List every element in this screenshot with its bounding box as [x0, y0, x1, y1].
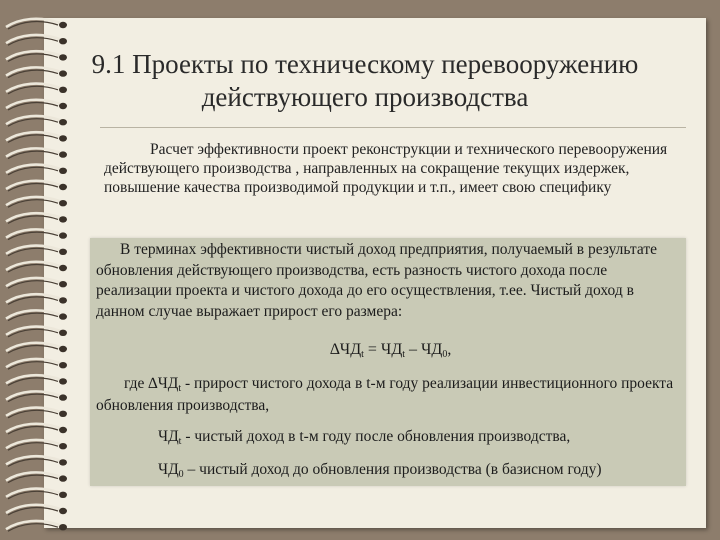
binding-hole: [59, 184, 67, 190]
binding-hole: [59, 492, 67, 498]
where-definition: где $\Delta ЧД_t$ - прирост чистого дохода в t-м году реализации инвестиционного проекта обновления производства,: [96, 375, 674, 414]
binding-hole: [59, 313, 67, 319]
binding-hole: [59, 216, 67, 222]
intro-text: Расчет эффективности проект реконструкции и технического перевооружения действующего производства , направленных на сокращение текущих издержек, повышение качества производимой продукции и т.п., имеет свою специфику: [104, 141, 668, 196]
binding-hole: [59, 362, 67, 368]
binding-hole: [59, 508, 67, 514]
binding-hole: [59, 330, 67, 336]
binding-hole: [59, 38, 67, 44]
binding-hole: [59, 281, 67, 287]
binding-hole: [59, 22, 67, 28]
binding-hole: [59, 232, 67, 238]
definition-net-income-base: $ЧД_0$ – чистый доход до обновления производства (в базисном году): [158, 461, 602, 480]
binding-hole: [59, 475, 67, 481]
binding-hole: [59, 135, 67, 141]
formula: $\Delta ЧД_t = ЧД_t - ЧД_0$,: [330, 341, 452, 360]
binding-hole: [59, 459, 67, 465]
binding-hole: [59, 411, 67, 417]
binding-hole: [59, 427, 67, 433]
binding-hole: [59, 443, 67, 449]
binding-hole: [59, 378, 67, 384]
binding-hole: [59, 119, 67, 125]
binding-hole: [59, 524, 67, 530]
binding-hole: [59, 265, 67, 271]
page-title: 9.1 Проекты по техническому перевооружению действующего производства: [91, 49, 639, 112]
definition-net-income-t: $ЧД_t$ - чистый доход в t-м году после обновления производства,: [158, 428, 571, 447]
binding-hole: [59, 249, 67, 255]
binding-hole: [59, 151, 67, 157]
binding-hole: [59, 297, 67, 303]
title-divider: [100, 127, 686, 128]
binding-hole: [59, 394, 67, 400]
binding-hole: [59, 346, 67, 352]
main-paragraph: В терминах эффективности чистый доход предприятия, получаемый в результате обновления действующего производства, есть разность чистого дохода после реализации проекта и чистого дохода до его осуществления, т.ее. Чистый доход в данном случае выражает прирост его размера:: [96, 241, 657, 320]
binding-hole: [59, 168, 67, 174]
binding-hole: [59, 200, 67, 206]
